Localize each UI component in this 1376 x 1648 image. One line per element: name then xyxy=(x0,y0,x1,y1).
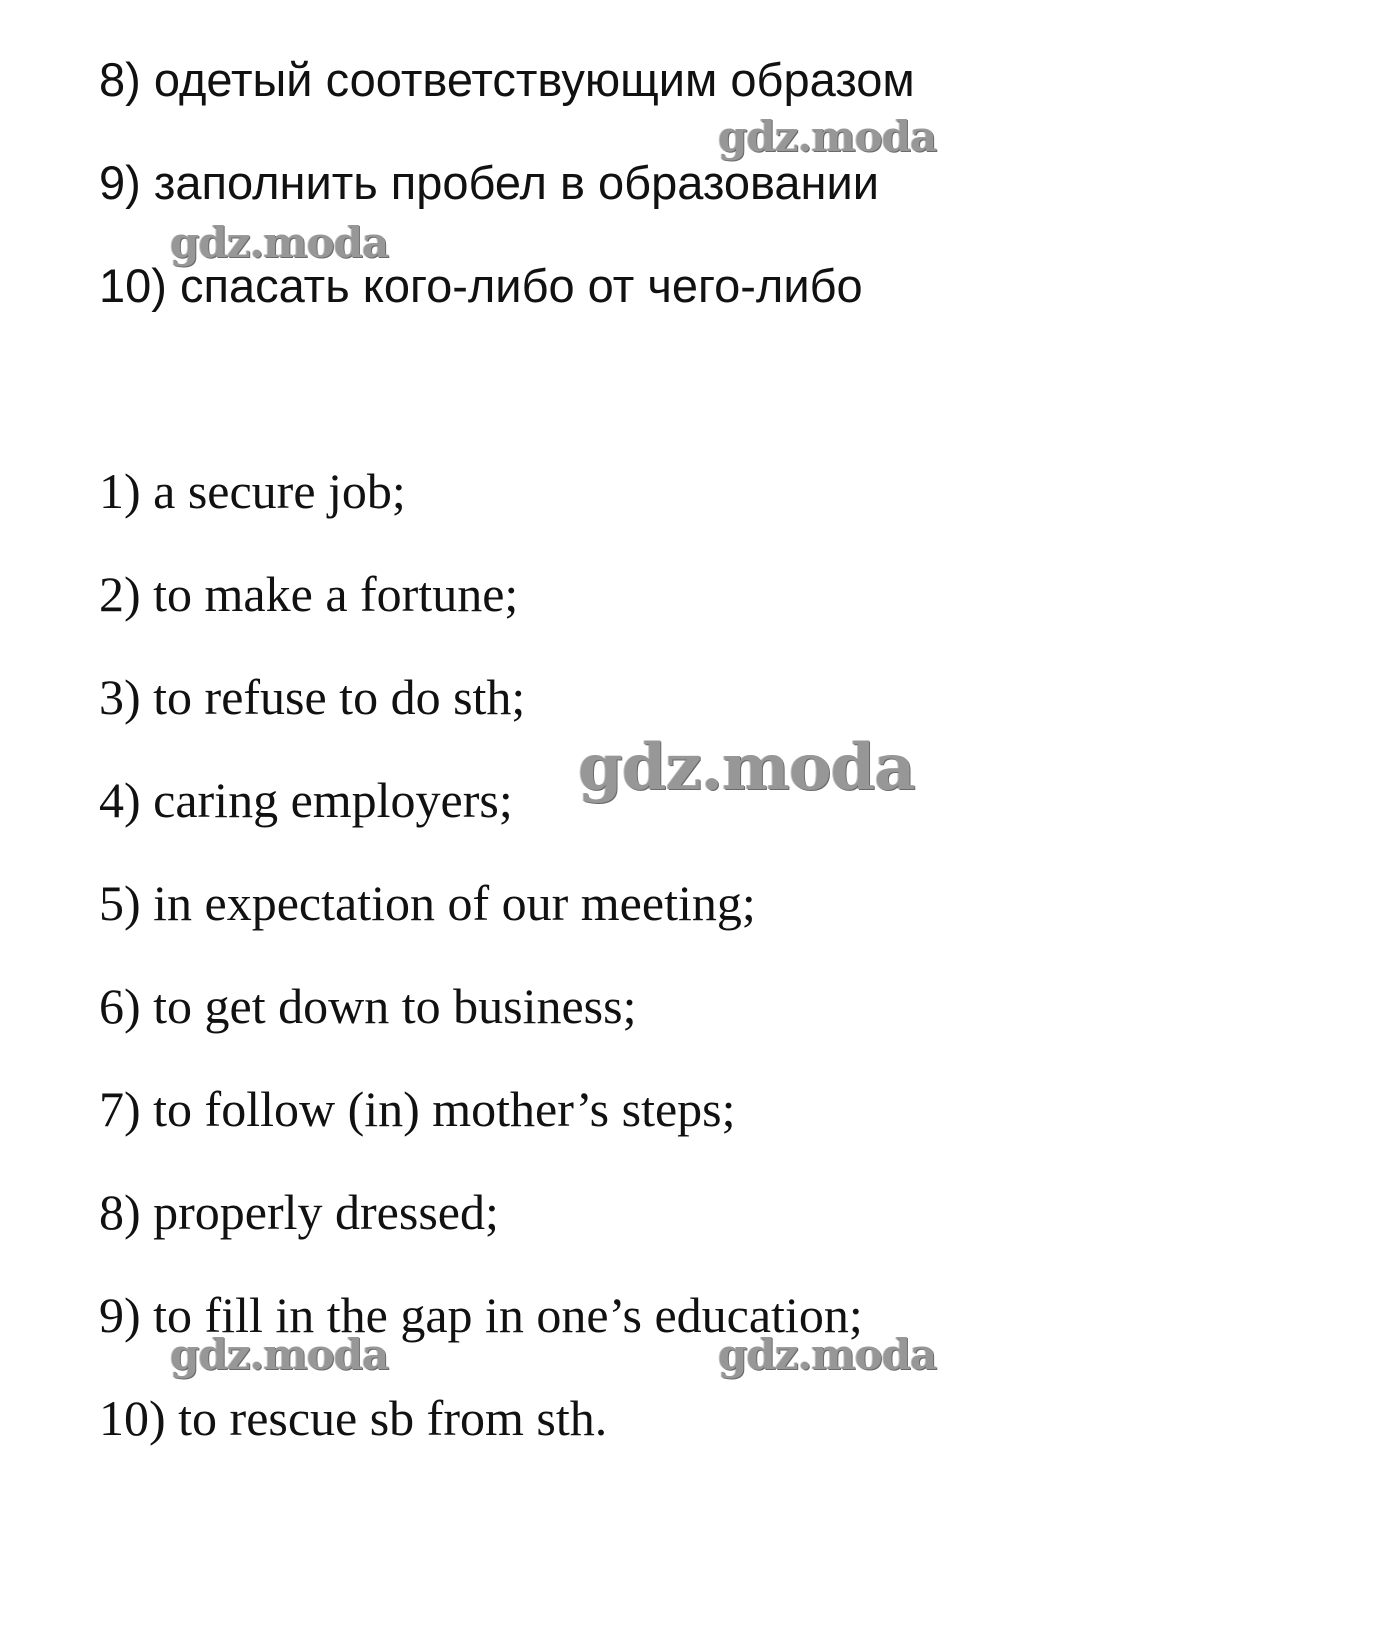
list-item: 10) to rescue sb from sth. xyxy=(99,1390,608,1446)
list-item: 8) одетый соответствующим образом xyxy=(99,53,915,106)
watermark: gdz.moda xyxy=(170,1330,389,1379)
list-item: 5) in expectation of our meeting; xyxy=(99,875,756,931)
list-item: 8) properly dressed; xyxy=(99,1184,499,1240)
list-item: 1) a secure job; xyxy=(99,463,406,519)
list-item: 9) to fill in the gap in one’s education; xyxy=(99,1287,863,1343)
watermark: gdz.moda xyxy=(578,730,915,805)
watermark: gdz.moda xyxy=(718,1330,937,1379)
list-item: 6) to get down to business; xyxy=(99,978,637,1034)
watermark: gdz.moda xyxy=(718,112,937,161)
list-item: 4) caring employers; xyxy=(99,772,513,828)
list-item: 3) to refuse to do sth; xyxy=(99,669,526,725)
list-item: 2) to make a fortune; xyxy=(99,566,519,622)
list-item: 7) to follow (in) mother’s steps; xyxy=(99,1081,736,1137)
watermark: gdz.moda xyxy=(170,218,389,267)
list-item: 10) спасать кого-либо от чего-либо xyxy=(99,259,863,312)
list-item: 9) заполнить пробел в образовании xyxy=(99,156,880,209)
